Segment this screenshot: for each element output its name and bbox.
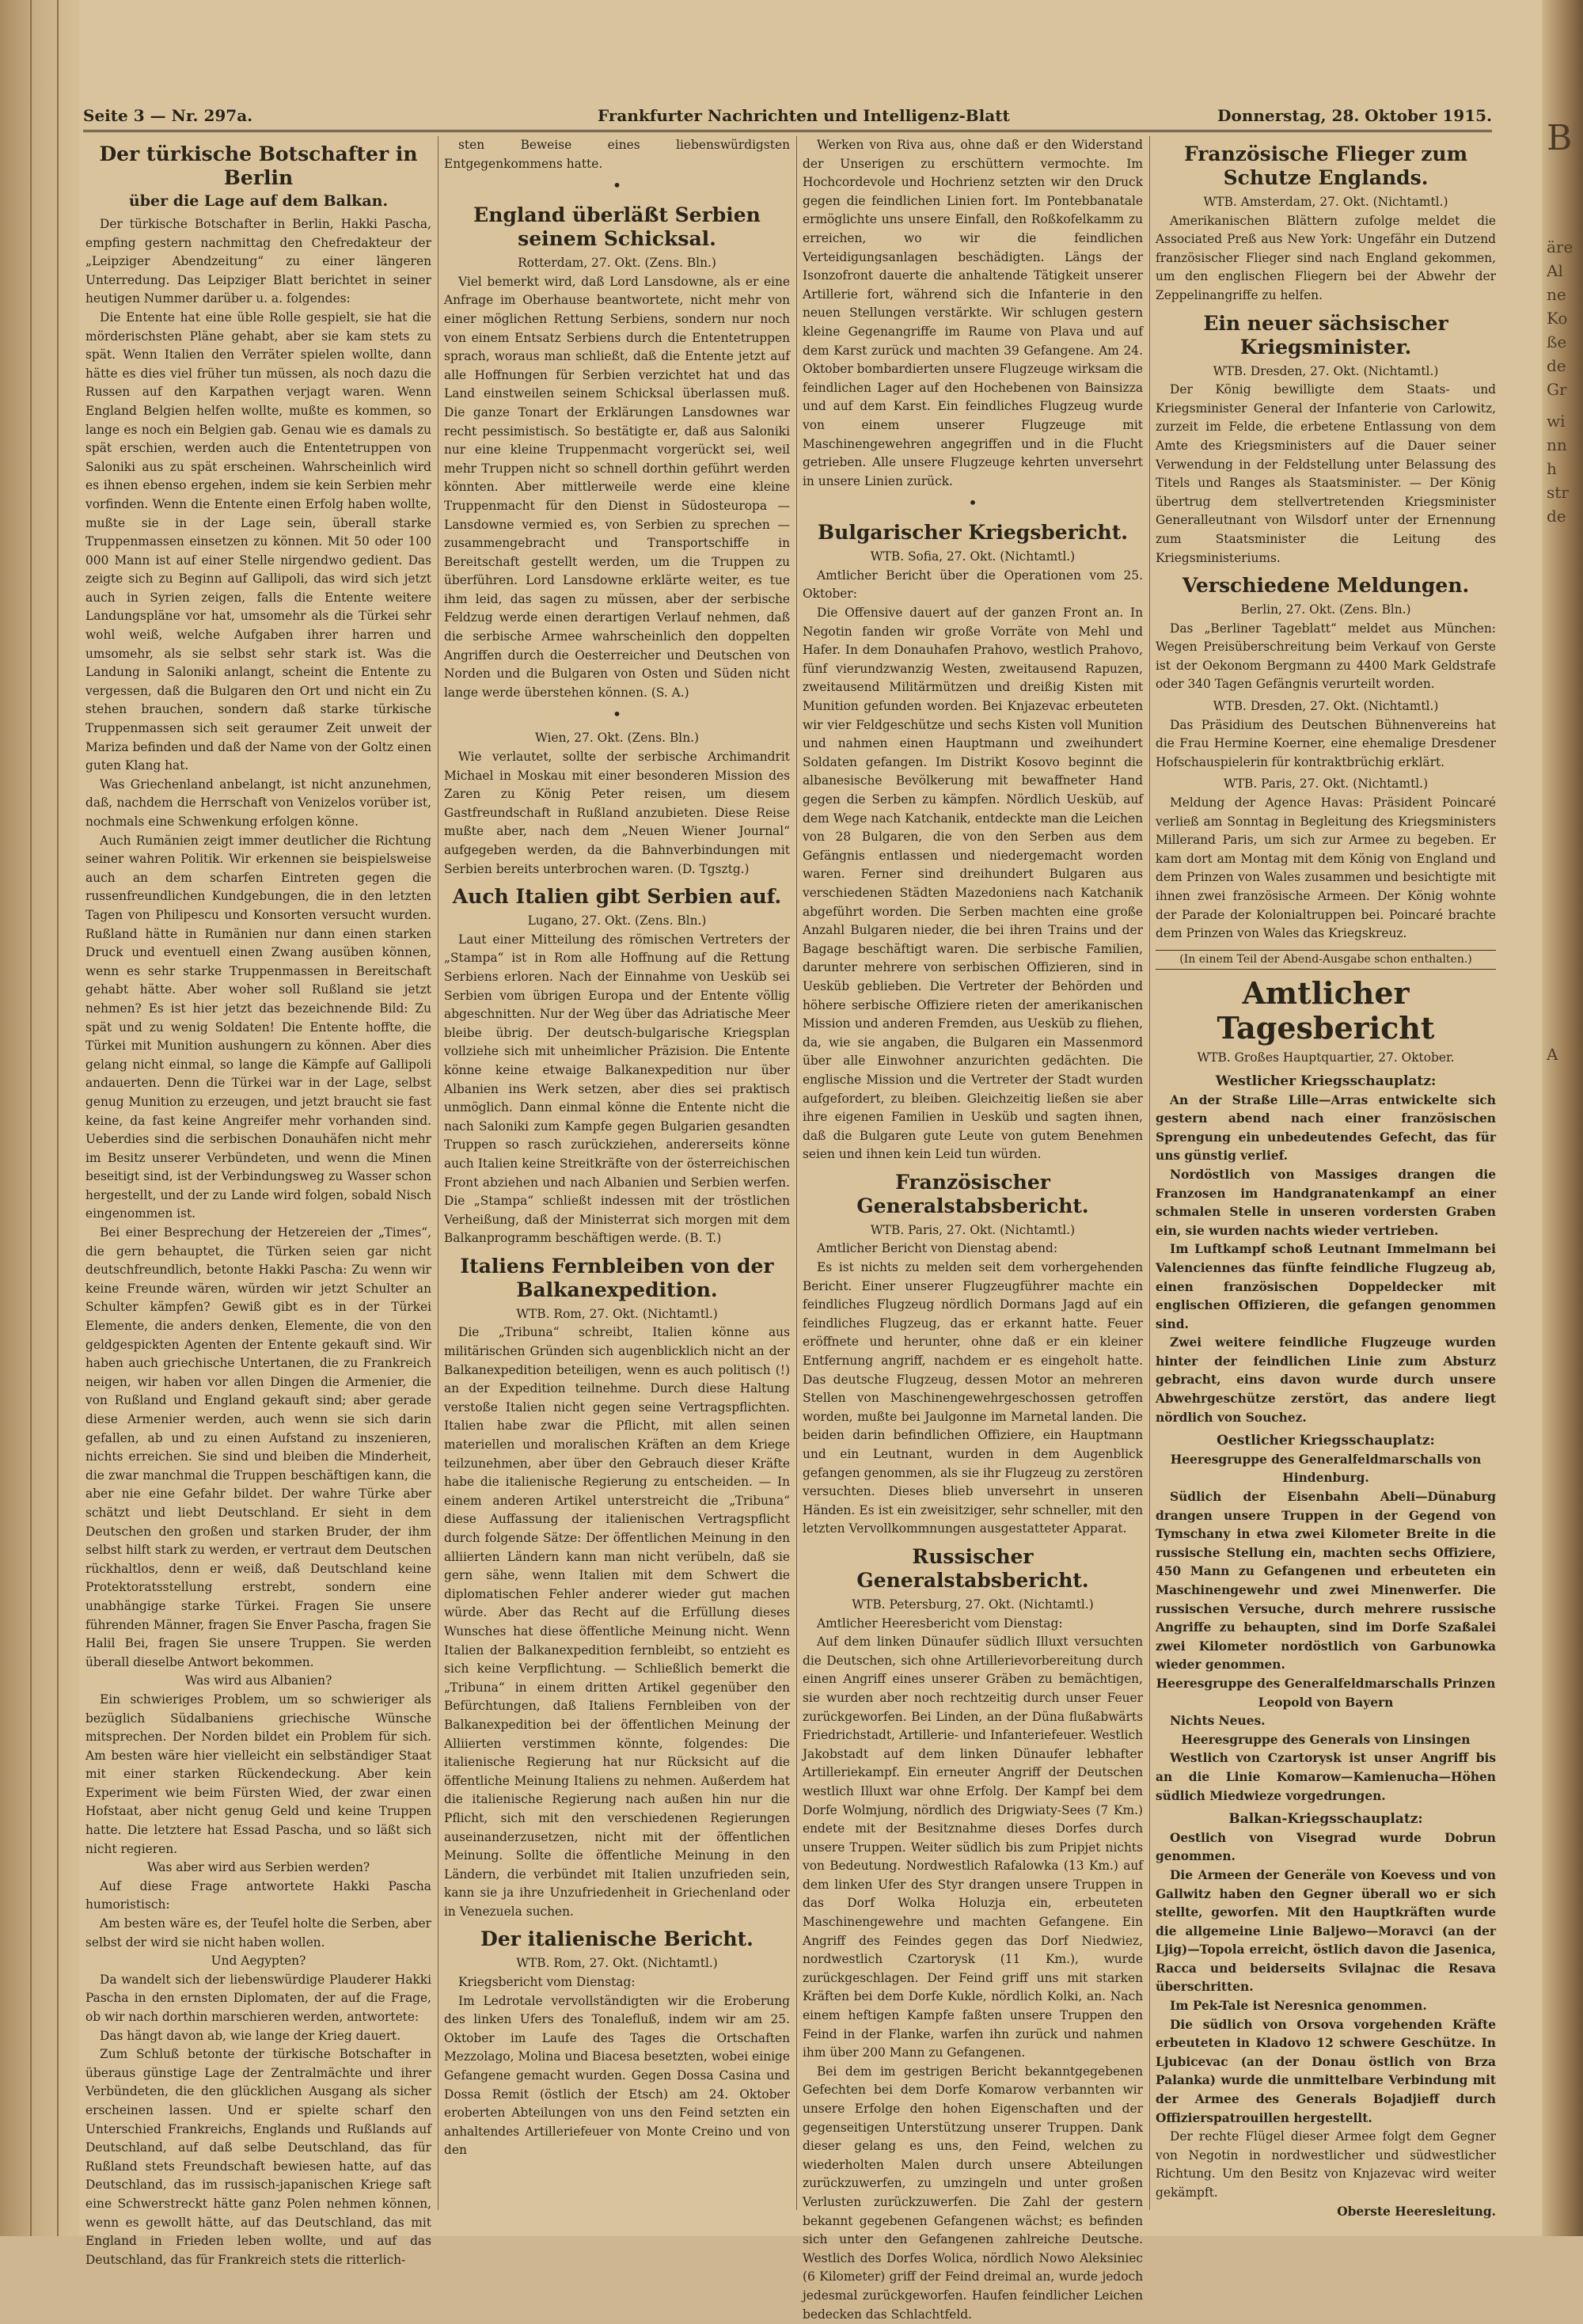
next-page-edge bbox=[1542, 0, 1583, 2236]
article-headline: Ein neuer sächsischer Kriegsminister. bbox=[1203, 311, 1448, 359]
paragraph: Bei einer Besprechung der Hetzereien der „Times“, die gern behauptet, die Türken seien gar nicht deutschfreundlich, betonte Hakki Pascha: Zu wenn wir keine Freunde wären, würden wir jetzt Schulter an Schulter kämpfen? Gewiß gibt es in der Türkei Elemente, die anders denken, Elemente, die von den geldgespickten Agenten der Entente gekauft sind. Wir haben auch griechische Untertanen, die zu Frankreich neigen, wir haben vor allen Dingen die Armenier, die von Rußland und England gekauft sind; aber gerade diese Armenier werden, auch wenn sie sich darin gefallen, ab und zu einen Aufstand zu inszenieren, nichts erreichen. Sie sind und bleiben die Minderheit, die zwar manchmal die Truppen beschäftigen kann, die aber nie eine Gefahr bildet. Der wahre Türke aber schätzt und liebt Deutschland. Er sieht in dem Deutschen den großen und starken Bruder, der ihm selbst hilft stark zu werden, er vertraut dem Deutschen rückhaltlos, denn er weiß, daß Deutschland keine Protektoratsstellung erstrebt, sondern eine unabhängige starke Türkei. Fragen Sie unsere führenden Männer, fragen Sie Enver Pascha, fragen Sie Halil Bei, fragen Sie unsere Truppen. Sie werden überall dieselbe Antwort bekommen. bbox=[85, 1225, 431, 1669]
next-page-fragment: ße bbox=[1547, 332, 1567, 351]
paragraph: Das „Berliner Tageblatt“ meldet aus München: Wegen Preisüberschreitung beim Verkauf von Gerste ist der Oekonom Bergmann zu 4400 Mark Geldstrafe oder 340 Tagen Gefängnis verurteilt worden. bbox=[1156, 621, 1496, 692]
column-rule bbox=[796, 136, 797, 2210]
dateline: WTB. Dresden, 27. Okt. (Nichtamtl.) bbox=[1213, 699, 1439, 714]
next-page-fragment: de bbox=[1547, 356, 1566, 375]
next-page-fragment: Al bbox=[1547, 261, 1563, 280]
column-2 bbox=[444, 136, 790, 2210]
article-headline: Amtlicher Tagesbericht bbox=[1217, 975, 1435, 1046]
question: Was wird aus Albanien? bbox=[184, 1673, 332, 1688]
paragraph: Wie verlautet, sollte der serbische Archimandrit Michael in Moskau mit einer besonderen Mission des Zaren zu König Peter reisen, um diesem Gastfreundschaft in Rußland anzubieten. Diese Reise mußte aber, nach dem „Neuen Wiener Journal“ aufgegeben werden, da die Bahnverbindungen mit Serbien bereits unterbrochen waren. (D. Tgsztg.) bbox=[444, 750, 790, 876]
next-page-fragment: Ko bbox=[1547, 309, 1568, 328]
next-page-fragment: äre bbox=[1547, 237, 1574, 256]
section-heading: Westlicher Kriegsschauplatz: bbox=[1215, 1073, 1437, 1089]
edition-note: (In einem Teil der Abend-Ausgabe schon enthalten.) bbox=[1156, 950, 1496, 970]
article-headline: Auch Italien gibt Serbien auf. bbox=[452, 885, 782, 909]
article-headline: Französischer Generalstabsbericht. bbox=[856, 1170, 1089, 1217]
section-heading: Oestlicher Kriegsschauplatz: bbox=[1217, 1433, 1435, 1449]
paragraph: Das hängt davon ab, wie lange der Krieg dauert. bbox=[100, 2028, 401, 2043]
next-page-fragment: A bbox=[1547, 1045, 1558, 1064]
dateline: WTB. Rom, 27. Okt. (Nichtamtl.) bbox=[516, 1956, 718, 1971]
page-binding bbox=[0, 0, 79, 2236]
newspaper-title: Frankfurter Nachrichten und Intelligenz-Blatt bbox=[598, 106, 1010, 125]
next-page-fragment: Gr bbox=[1547, 380, 1567, 399]
army-group-heading: Heeresgruppe des Generalfeldmarschalls Prinzen Leopold von Bayern bbox=[1156, 1676, 1496, 1710]
paragraph: Das Präsidium des Deutschen Bühnenvereins hat die Frau Hermine Koerner, eine ehemalige Dresdener Hofschauspielerin für kontraktbrüchig erklärt. bbox=[1156, 717, 1496, 769]
separator: • bbox=[612, 176, 622, 196]
paragraph: Amtlicher Bericht von Dienstag abend: bbox=[817, 1241, 1058, 1256]
paragraph: Amtlicher Heeresbericht vom Dienstag: bbox=[817, 1616, 1063, 1631]
paragraph: Im Luftkampf schoß Leutnant Immelmann bei Valenciennes das fünfte feindliche Flugzeug ab, einen französischen Doppeldecker mit englischen Offizieren, die gefangen genommen sind. bbox=[1156, 1242, 1496, 1331]
dateline: WTB. Dresden, 27. Okt. (Nichtamtl.) bbox=[1213, 363, 1439, 378]
article-subheadline: über die Lage auf dem Balkan. bbox=[128, 192, 389, 210]
army-group-heading: Heeresgruppe des Generals von Linsingen bbox=[1181, 1732, 1471, 1747]
paragraph: Da wandelt sich der liebenswürdige Plauderer Hakki Pascha in den ernsten Diplomaten, der auf die Frage, ob wir nach dorthin marschieren werden, antwortete: bbox=[85, 1972, 431, 2024]
army-group-heading: Heeresgruppe des Generalfeldmarschalls von Hindenburg. bbox=[1170, 1452, 1482, 1486]
paragraph: Zwei weitere feindliche Flugzeuge wurden hinter der feindlichen Linie zum Absturz gebracht, eins davon wurde durch unsere Abwehrgeschütze zerstört, das andere liegt nördlich von Souchez. bbox=[1156, 1335, 1496, 1425]
dateline: Wien, 27. Okt. (Zens. Bln.) bbox=[535, 731, 699, 746]
paragraph: Im Ledrotale vervollständigten wir die Eroberung des linken Ufers des Tonalefluß, indem wir am 25. Oktober im Laufe des Tages die Ortschaften Mezzolago, Molina und Biacesa besetzten, wobei einige Gefangene gemacht wurden. Gegen Dossa Casina und Dossa Remit (östlich der Etsch) am 24. Oktober eroberten Abteilungen von uns den Feind setzten ein anhaltendes Artilleriefeuer von Monte Creino und von den bbox=[444, 1993, 790, 2158]
issue-date: Donnerstag, 28. Oktober 1915. bbox=[1217, 106, 1492, 125]
paragraph: Auch Rumänien zeigt immer deutlicher die Richtung seiner wahren Politik. Wir erkennen sie beispielsweise auch an dem scharfen Eintreten gegen die russenfreundlichen Kundgebungen, die in den letzten Tagen von Philipescu und Konsorten versucht wurden. Rußland hätte in Rumänien nur dann einen starken Druck und eventuell einen Zwang ausüben können, wenn es sehr starke Truppenmassen in Bereitschaft gehabt hätte. Aber woher soll Rußland sie jetzt nehmen? Es ist hier jetzt das bezeichnende Bild: Zu spät und zu wenig Soldaten! Die Entente hoffte, die Türkei mit Munition aushungern zu können. Aber dies gelang nicht einmal, so lange die Kämpfe auf Gallipoli andauerten. Denn die Türkei war in der Lage, selbst genug Munition zu erzeugen, und jetzt braucht sie fast keine, da fast keine Angreifer mehr vorhanden sind. Ueberdies sind die serbischen Donauhäfen nicht mehr im Besitz unserer Verbündeten, und wenn die Minen beseitigt sind, ist der Verbindungsweg zu Wasser schon hergestellt, und der zu Lande wird folgen, sobald Nisch eingenommen ist. bbox=[85, 833, 431, 1221]
paragraph: Die Offensive dauert auf der ganzen Front an. In Negotin fanden wir große Vorräte von Mehl und Hafer. In dem Donauhafen Prahovo, westlich Prahovo, fünf vierundzwanzig Westen, zweitausend Rapuzen, zweitausend Militärmützen und dreißig Kisten mit Munition gefunden worden. Bei Knjazevac erbeuteten wir vier Feldgeschütze und sechs Kisten voll Munition und nahmen einen Hauptmann und zweihundert Soldaten gefangen. Im Distrikt Kosovo beginnt die albanesische Bevölkerung mit bewaffneter Hand gegen die Serben zu kämpfen. Nördlich Uesküb, auf dem Wege nach Katchanik, entdeckte man die Leichen von 28 Bulgaren, die von den Serben aus dem Gefängnis entlassen und niedergemacht worden waren. Ferner sind dreihundert Bulgaren aus verschiedenen Städten Mazedoniens nach Katchanik abgeführt worden. Die Serben machten eine große Anzahl Bulgaren nieder, die bei ihren Trains und der Bagage beschäftigt waren. Die serbische Familien, darunter mehrere von serbischen Offizieren, sind in Uesküb geblieben. Die Vertreter der Behörden und höhere serbische Offiziere rieten der amerikanischen Mission und anderen Fremden, aus Uesküb zu fliehen, da, wie sie angaben, die Bulgaren ein Massenmord über alle Einwohner anzurichten gedächten. Die englische Mission und die Vertreter der Stadt wurden aufgefordert, zu bleiben. Gleichzeitig ließen sie aber ihre eigenen Familien in Uesküb und sagten ihnen, daß die Bulgaren gute Leute von gutem Benehmen seien und ihnen kein Leid tun würden. bbox=[803, 606, 1143, 1162]
dateline: Rotterdam, 27. Okt. (Zens. Bln.) bbox=[518, 256, 716, 271]
column-1 bbox=[85, 136, 431, 2267]
paragraph: Im Pek-Tale ist Neresnica genommen. bbox=[1170, 1999, 1427, 2014]
paragraph: Der rechte Flügel dieser Armee folgt dem Gegner von Negotin in nordwestlicher und südwestlicher Richtung. Um den Besitz von Knjazevac wird weiter gekämpft. bbox=[1156, 2129, 1496, 2200]
paragraph: Auf diese Frage antwortete Hakki Pascha humoristisch: bbox=[85, 1878, 431, 1912]
page-number: Seite 3 — Nr. 297a. bbox=[83, 106, 253, 125]
paragraph: Der türkische Botschafter in Berlin, Hakki Pascha, empfing gestern nachmittag den Chefredakteur der „Leipziger Abendzeitung“ zu einer längeren Unterredung. Das Leipziger Blatt berichtet in seiner heutigen Nummer darüber u. a. folgendes: bbox=[85, 217, 431, 306]
question: Was aber wird aus Serbien werden? bbox=[146, 1860, 370, 1875]
article-headline: Der italienische Bericht. bbox=[480, 1927, 754, 1951]
paragraph: Auf dem linken Dünaufer südlich Illuxt versuchten die Deutschen, sich ohne Artillerievorbereitung durch einen Angriff eines unserer Gräben zu bemächtigen, sie wurden aber noch rechtzeitig durch unser Feuer zurückgeworfen. Bei Linden, an der Düna flußabwärts Friedrichstadt, Artillerie- und Infanteriefeuer. Westlich Jakobstadt auf dem linken Dünaufer lebhafter Artilleriekampf. Ein erneuter Angriff der Deutschen westlich Illuxt war ohne Erfolg. Der Kampf bei dem Dorfe Wolmjung, nördlich des Drigwiaty-Sees (7 Km.) endete mit der Besitznahme dieses Dorfes durch unsere Truppen. Weiter südlich bis zum Pripjet nichts von Bedeutung. Nordwestlich Rafalowka (13 Km.) auf dem linken Ufer des Styr drangen unsere Truppen in das Dorf Wolka Holuzja ein, erbeuteten Maschinengewehre und machten Gefangene. Ein Angriff des Feindes gegen das Dorf Niedwiez, nordwestlich Czartorysk (11 Km.), wurde zurückgeschlagen. Der Feind griff uns mit starken Kräften bei dem Dorfe Kukle, nördlich Kolki, an. Nach einem heftigen Kampfe faßten unsere Truppen den Feind in der Flanke, warfen ihn zurück und nahmen ihm über 200 Mann zu Gefangenen. bbox=[803, 1635, 1143, 2060]
paragraph: Oestlich von Visegrad wurde Dobrun genommen. bbox=[1156, 1830, 1496, 1864]
paragraph: Westlich von Czartorysk ist unser Angriff bis an die Linie Komarow—Kamienucha—Höhen südlich Miedwieze vorgedrungen. bbox=[1156, 1751, 1496, 1803]
paragraph: Am besten wäre es, der Teufel holte die Serben, aber selbst der wird sie nicht haben wollen. bbox=[85, 1916, 431, 1950]
next-page-fragment: de bbox=[1547, 507, 1566, 526]
dateline: WTB. Sofia, 27. Okt. (Nichtamtl.) bbox=[870, 549, 1076, 564]
separator: • bbox=[612, 704, 622, 724]
paragraph: Laut einer Mitteilung des römischen Vertreters der „Stampa“ ist in Rom alle Hoffnung auf die Rettung Serbiens erloren. Nach der Einnahme von Uesküb sei Serbien vom übrigen Europa und der Entente völlig abgeschnitten. Nur der Weg über das Adriatische Meer bleibe übrig. Der deutsch-bulgarische Kriegsplan vollziehe sich mit unheimlicher Präzision. Die Entente könne keine etwaige Balkanexpedition nur über Albanien ins Werk setzen, aber dies sei praktisch unmöglich. Dann einmal könne die Entente nicht die nach Saloniki zum Kampfe gegen Bulgarien gesandten Truppen so rasch zurückziehen, andererseits könne auch Italien keine Streitkräfte von der österreichischen Front abziehen und nach Albanien und Serbien werfen. Die „Stampa“ schließt indessen mit der tröstlichen Verheißung, daß der Ministerrat sich morgen mit dem Balkanprogramm beschäftigen werde. (B. T.) bbox=[444, 932, 790, 1246]
section-heading: Balkan-Kriegsschauplatz: bbox=[1228, 1811, 1423, 1828]
next-page-fragment: str bbox=[1547, 483, 1569, 502]
dateline: WTB. Rom, 27. Okt. (Nichtamtl.) bbox=[516, 1306, 718, 1321]
article-headline: Bulgarischer Kriegsbericht. bbox=[818, 521, 1128, 545]
paragraph: Der König bewilligte dem Staats- und Kriegsminister General der Infanterie von Carlowitz, zurzeit im Felde, die erbetene Entlassung von dem Amte des Kriegsministers auf die Dauer seiner Verwendung in der Feldstellung unter Belassung des Titels und Ranges als Staatsminister. — Der König übertrug dem stellvertretenden Kriegsminister Generalleutnant von Wilsdorf unter der Ernennung zum Staatsminister die Leitung des Kriegsministeriums. bbox=[1156, 382, 1496, 565]
paragraph: Was Griechenland anbelangt, ist nicht anzunehmen, daß, nachdem die Herrschaft von Venizelos vorüber ist, nochmals eine Schwenkung erfolgen könne. bbox=[85, 777, 431, 829]
article-headline: Italiens Fernbleiben von der Balkanexpedition. bbox=[460, 1254, 774, 1301]
column-3 bbox=[803, 136, 1143, 2322]
page-header bbox=[83, 103, 1492, 132]
paragraph: An der Straße Lille—Arras entwickelte sich gestern abend nach einer französischen Sprengung ein unbedeutendes Gefecht, das für uns günstig verlief. bbox=[1156, 1092, 1496, 1164]
paragraph: Amerikanischen Blättern zufolge meldet die Associated Preß aus New York: Ungefähr ein Dutzend französischer Flieger sind nach England gekommen, um den englischen Fliegern bei der Abwehr der Zeppelinangriffe zu helfen. bbox=[1156, 213, 1496, 302]
dateline: WTB. Paris, 27. Okt. (Nichtamtl.) bbox=[1223, 777, 1429, 792]
paragraph: Nichts Neues. bbox=[1170, 1714, 1266, 1729]
dateline: WTB. Petersburg, 27. Okt. (Nichtamtl.) bbox=[852, 1597, 1094, 1612]
next-page-fragment: nn bbox=[1547, 435, 1567, 454]
article-headline: England überläßt Serbien seinem Schicksal. bbox=[473, 203, 761, 251]
next-page-fragment: wi bbox=[1547, 412, 1566, 431]
question: Und Aegypten? bbox=[211, 1954, 306, 1969]
article-headline: Französische Flieger zum Schutze Englands. bbox=[1183, 142, 1468, 189]
paragraph: Kriegsbericht vom Dienstag: bbox=[458, 1975, 636, 1990]
next-page-fragment: h bbox=[1547, 459, 1557, 478]
paragraph: Werken von Riva aus, ohne daß er den Widerstand der Unserigen zu erschüttern vermochte. Im Hochcordevole und Hochrienz setzten wir den Druck gegen die feindlichen Linien fort. Im Pontebbanatale ermöglichte uns unsere Einfall, den Roßkofelkamm zu erreichen, wo wir die feindlichen Verteidigungsanlagen beschädigten. Längs der Isonzofront dauerte die anhaltende Tätigkeit unserer Artillerie fort, während sich die Infanterie in den neuen Stellungen verstärkte. Wir schlugen gestern kleine Gegenangriffe im Raume von Plava und auf dem Karst zurück und machten 39 Gefangene. Am 24. Oktober bombardierten unsere Flugzeuge wirksam die feindlichen Lager auf den Hochebenen von Bainsizza und auf dem Karst. Ein feindliches Flugzeug wurde von einem unserer Flugzeuge mit Maschinengewehren angegriffen und in die Flucht getrieben. Alle unsere Flugzeuge kehrten unversehrt in unsere Linien zurück. bbox=[803, 138, 1143, 488]
paragraph: Die südlich von Orsova vorgehenden Kräfte erbeuteten in Kladovo 12 schwere Geschütze. In Ljubicevac (an der Donau östlich von Brza Palanka) wurde die unmittelbare Verbindung mit der Armee des Generals Bojadjieff durch Offizierspatrouillen hergestellt. bbox=[1156, 2017, 1496, 2125]
paragraph: Die Armeen der Generäle von Koevess und von Gallwitz haben den Gegner überall wo er sich stellte, geworfen. Mit den Hauptkräften wurde die allgemeine Linie Baljewo—Moravci (an der Ljig)—Topola erreicht, östlich davon die Jasenica, Racca und beiderseits Svilajnac die Resava überschritten. bbox=[1156, 1867, 1496, 1995]
paragraph: Amtlicher Bericht über die Operationen vom 25. Oktober: bbox=[803, 568, 1143, 602]
dateline: WTB. Paris, 27. Okt. (Nichtamtl.) bbox=[870, 1222, 1076, 1237]
dateline: WTB. Amsterdam, 27. Okt. (Nichtamtl.) bbox=[1203, 195, 1448, 209]
signature-line: Oberste Heeresleitung. bbox=[1337, 2204, 1496, 2219]
separator: • bbox=[968, 493, 978, 513]
next-page-fragment: B bbox=[1547, 118, 1573, 158]
binding-line bbox=[57, 0, 59, 2236]
column-rule bbox=[1149, 136, 1150, 2210]
paragraph: Südlich der Eisenbahn Abeli—Dünaburg drangen unsere Truppen in der Gegend von Tymschany in etwa zwei Kilometer Breite in die russische Stellung ein, machten sechs Offiziere, 450 Mann zu Gefangenen und erbeuteten ein Maschinengewehr und zwei Minenwerfer. Die russischen Versuche, durch mehrere russische Angriffe zu behaupten, sind im Dorfe Szaßalei zwei Kilometer nordöstlich von Garbunowka wieder genommen. bbox=[1156, 1490, 1496, 1673]
dateline: Berlin, 27. Okt. (Zens. Bln.) bbox=[1240, 602, 1411, 617]
article-headline: Der türkische Botschafter in Berlin bbox=[99, 142, 418, 189]
binding-line bbox=[30, 0, 32, 2236]
paragraph: Zum Schluß betonte der türkische Botschafter in überaus günstige Lage der Zentralmächte und ihrer Verbündeten, die den glücklichen Ausgang als sicher erscheinen lassen. Und er spielte scharf den Unterschied Frankreichs, Englands und Rußlands auf Deutschland, auf daß selbe Deutschland, das für Rußland stets Freundschaft bewiesen hatte, auf das Deutschland, das im russisch-japanischen Kriege saft eine Schwerstreckt hätte ganz Polen nehmen können, wenn es gewollt hätte, auf das Deutschland, das mit England in Frieden leben wollte, und auf das Deutschland, das für Frankreich stets die ritterlich- bbox=[85, 2047, 431, 2267]
article-headline: Russischer Generalstabsbericht. bbox=[856, 1544, 1089, 1592]
next-page-fragment: ne bbox=[1547, 285, 1566, 304]
paragraph: Ein schwieriges Problem, um so schwieriger als bezüglich Südalbaniens griechische Wünsche mitsprechen. Der Norden bildet ein Problem für sich. Am besten wäre hier vielleicht ein selbständiger Staat mit einer starken Rückendeckung. Aber kein Experiment wie beim Fürsten Wied, der zwar einen Hofstaat, aber nicht genug Geld und keine Truppen hatte. Die letztere hat Essad Pascha, und so läßt sich nicht regieren. bbox=[85, 1692, 431, 1856]
paragraph: sten Beweise eines liebenswürdigsten Entgegenkommens hatte. bbox=[444, 138, 790, 171]
paragraph: Meldung der Agence Havas: Präsident Poincaré verließ am Sonntag in Begleitung des Kriegsministers Millerand Paris, um sich zur Armee zu begeben. Er kam dort am Montag mit dem König von England und dem Prinzen von Wales zusammen und besichtigte mit ihnen zwei französische Armeen. Der König wohnte der Parade der Kolonialtruppen bei. Poincaré brachte dem Prinzen von Wales das Kriegskreuz. bbox=[1156, 796, 1496, 941]
column-4 bbox=[1156, 136, 1496, 2219]
paragraph: Die „Tribuna“ schreibt, Italien könne aus militärischen Gründen sich augenblicklich nicht an der Balkanexpedition beteiligen, wenn es auch politisch (!) an der Expedition teilnehme. Durch diese Haltung verstoße Italien nicht gegen seine Vertragspflichten. Italien habe zwar die Pflicht, mit allen seinen materiellen und moralischen Kräften an dem Kriege teilzunehmen, aber über den Gebrauch dieser Kräfte habe die italienische Regierung zu entscheiden. — In einem anderen Artikel unterstreicht die „Tribuna“ diese Auffassung der italienischen Vertragspflicht durch folgende Sätze: Der öffentlichen Meinung in den alliierten Ländern kann man nicht verübeln, daß sie gern sähe, wenn Italien mit dem Schwert die diplomatischen Fehler anderer wieder gut machen würde. Aber das Recht auf die Erfüllung dieses Wunsches hat diese öffentliche Meinung nicht. Wenn Italien der Balkanexpedition fernbleibt, so entzieht es sich keine Verpflichtung. — Schließlich bemerkt die „Tribuna“ in einem dritten Artikel gegenüber den Befürchtungen, daß Italiens Fernbleiben von der Balkanexpedition bei der öffentlichen Meinung der Alliierten verstimmen könnte, folgendes: Die italienische Regierung hat nur Rücksicht auf die öffentliche Meinung Italiens zu nehmen. Außerdem hat die italienische Regierung nach außen hin nur die Pflicht, sich mit den verschiedenen Regierungen auseinanderzusetzen, nicht mit der öffentlichen Meinung. Sollte die öffentliche Meinung in den Ländern, die verbündet mit Italien unzufrieden sein, kann sie ja ihre Unzufriedenheit in Griechenland oder in Venezuela suchen. bbox=[444, 1325, 790, 1919]
paragraph: Viel bemerkt wird, daß Lord Lansdowne, als er eine Anfrage im Oberhause beantwortete, nicht mehr von einer möglichen Rettung Serbiens, sondern nur noch von einem Entsatz Serbiens durch die Ententetruppen sprach, woraus man schließt, daß die Entente jetzt auf alle Hoffnungen für Serbien verzichtet hat und das Land einstweilen seinem Schicksal überlassen muß. Die ganze Tonart der Erklärungen Lansdownes war recht pessimistisch. So bestätigte er, daß aus Saloniki nur eine kleine Truppenmacht vorgerückt sei, weil mehr Truppen nicht so schnell dorthin geführt werden könnten. Aber mittlerweile werde eine kleine Truppenmacht für den Dienst in Südosteuropa — Lansdowne vermied es, von Serbien zu sprechen — zusammengebracht und Transportschiffe in Bereitschaft gestellt werden, um die Truppen zu überführen. Lord Lansdowne erklärte weiter, es tue ihm leid, das sagen zu müssen, aber der serbische Feldzug werde einen derartigen Verlauf nehmen, daß die serbische Armee wahrscheinlich den doppelten Angriffen durch die Oesterreicher und Deutschen von Norden und die Bulgaren von Osten und Süden nicht lange werde überstehen können. (S. A.) bbox=[444, 274, 790, 700]
dateline: WTB. Großes Hauptquartier, 27. Oktober. bbox=[1197, 1050, 1455, 1065]
paragraph: Die Entente hat eine üble Rolle gespielt, sie hat die mörderischsten Pläne gehabt, aber sie kam stets zu spät. Wenn Italien den Verräter spielen wollte, dann hätte es dies viel früher tun müssen, als noch dazu die Russen auf den Karpathen verjagt waren. Wenn England Belgien helfen wollte, mußte es kommen, so lange es noch ein Belgien gab. Genau wie es damals zu spät erschien, werden auch die Ententetruppen von Saloniki aus zu spät erscheinen. Wahrscheinlich wird es ihnen ebenso ergehen, indem sie kein Serbien mehr vorfinden. Wenn die Entente einen Erfolg haben wollte, mußte sie in der Lage sein, überall starke Truppenmassen einsetzen zu können. Mit 50 oder 100 000 Mann ist auf einer Stelle nirgendwo gedient. Das zeigte sich zu Beginn auf Gallipoli, das wird sich jetzt auch in Syrien zeigen, falls die Entente weitere Landungspläne vor hat, umsomehr als die Türkei sehr wohl weiß, welche Aufgaben ihrer harren und umsomehr, als sie selbst sehr stark ist. Was die Landung in Saloniki anlangt, scheint die Entente zu vergessen, daß die Bulgaren den Ort und nicht ein Zu stehen brauchen, sondern daß starke türkische Truppenmassen sich seit geraumer Zeit unweit der Mariza befinden und daß der Name von der Goltz einen guten Klang hat. bbox=[85, 309, 431, 773]
paragraph: Nordöstlich von Massiges drangen die Franzosen im Handgranatenkampf an einer schmalen Stelle in unseren vordersten Graben ein, sie wurden nachts wieder vertrieben. bbox=[1156, 1167, 1496, 1238]
article-headline: Verschiedene Meldungen. bbox=[1182, 574, 1470, 598]
dateline: Lugano, 27. Okt. (Zens. Bln.) bbox=[527, 913, 707, 928]
paragraph: Bei dem im gestrigen Bericht bekanntgegebenen Gefechten bei dem Dorfe Komarow verbannten wir unsere Erfolge den hohen Eigenschaften und der gegenseitigen Unterstützung unserer Truppen. Dank dieser gelang es uns, den Feind, welchen zu wiederholten Malen durch unsere Abteilungen zurückzuwerfen, zu umzingeln und unter großen Verlusten zurückzuwerfen. Die Zahl der gestern bekannt gegebenen Gefangenen wächst; es befinden sich unter den Gefangenen zahlreiche Deutsche. Westlich des Dorfes Wolica, nördlich Nowo Aleksiniec (6 Kilometer) griff der Feind dreimal an, wurde jedoch jedesmal zurückgeworfen. Haufen feindlicher Leichen bedecken das Schlachtfeld. bbox=[803, 2064, 1143, 2322]
paragraph: Es ist nichts zu melden seit dem vorhergehenden Bericht. Einer unserer Flugzeugführer machte ein feindliches Flugzeug nördlich Dormans Jagd auf ein feindliches Flugzeug, das er erkannt hatte. Feuer eröffnete und herunter, ohne daß er ein kleiner Entfernung angriff, nachdem er es eingeholt hatte. Das deutsche Flugzeug, dessen Motor an mehreren Stellen von Maschinengewehrgeschossen getroffen worden, mußte bei Jaulgonne im Marnetal landen. Die beiden darin befindlichen Offiziere, ein Hauptmann und ein Leutnant, wurden in dem Augenblick gefangen genommen, als sie ihr Flugzeug zu zerstören versuchten. Dieses blieb unversehrt in unseren Händen. Es ist ein zweisitziger, sehr schneller, mit den letzten Vervollkommnungen ausgestatteter Apparat. bbox=[803, 1260, 1143, 1536]
